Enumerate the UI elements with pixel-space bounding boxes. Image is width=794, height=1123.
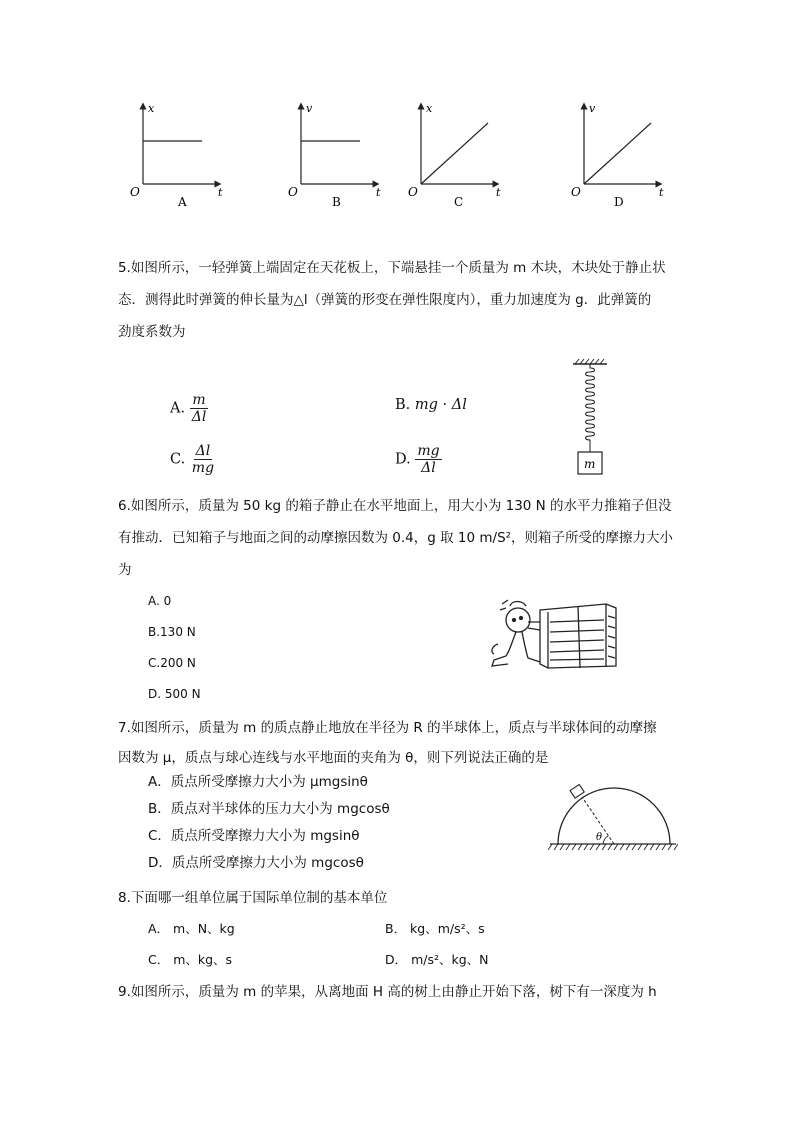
graph-c [408,102,501,209]
spring-block-label: m [584,457,596,471]
q5-option-d-denominator: Δl [421,460,436,476]
graph-a-x-label: t [218,186,223,199]
graph-b [288,102,381,209]
q6-stem-line-2: 有推动．已知箱子与地面之间的动摩擦因数为 0.4，g 取 10 m/S²，则箱子所受的摩擦力大小 [118,530,674,546]
q8-option-a: A． m、N、kg [148,921,235,936]
q5-option-a-label: A. [170,400,186,417]
q5-option-c-denominator: mg [191,460,215,476]
q6-option-d: D. 500 N [148,687,201,701]
q5-option-d [395,443,442,476]
q5-option-c [170,443,216,476]
graph-a [130,102,223,209]
graph-c-y-label: x [426,102,433,115]
graph-c-origin: O [408,185,418,199]
q5-option-d-numerator: mg [417,443,440,459]
q6-option-b: B.130 N [148,625,196,639]
hemisphere-diagram [548,780,678,852]
q5-option-a-fraction [190,392,209,425]
q6-option-c: C.200 N [148,656,196,670]
q7-stem-line-2: 因数为 μ，质点与球心连线与水平地面的夹角为 θ，则下列说法正确的是 [118,750,549,766]
q5-option-a [170,392,208,425]
hemisphere-angle-label: θ [596,832,603,843]
q5-stem-line-1: 5.如图所示，一轻弹簧上端固定在天花板上，下端悬挂一个质量为 m 木块，木块处于静止状 [118,260,666,276]
q8-stem: 8.下面哪一组单位属于国际单位制的基本单位 [118,890,388,906]
graph-d-x-label: t [659,186,664,199]
q6-stem-line-3: 为 [118,562,132,578]
graph-b-origin: O [288,185,298,199]
q5-option-a-numerator: m [192,392,206,408]
q8-option-d: D． m/s²、kg、N [385,952,489,967]
q5-stem-line-3: 劲度系数为 [118,324,186,340]
q5-option-b-label: B. [395,397,411,413]
graph-d [571,102,664,209]
graph-b-x-label: t [376,186,381,199]
q5-option-c-numerator: Δl [195,443,211,459]
q5-option-d-label: D. [395,451,411,468]
graph-a-y-label: x [148,102,155,115]
graph-a-caption: A [178,195,187,209]
q5-option-c-fraction [190,443,216,476]
q7-option-c: C．质点所受摩擦力大小为 mgsinθ [148,828,360,844]
person-figure [492,600,540,666]
q5-option-b [395,395,467,415]
graph-c-x-label: t [496,186,501,199]
pushing-box-illustration [488,596,628,672]
q5-option-c-label: C. [170,451,186,468]
q6-stem-line-1: 6.如图所示，质量为 50 kg 的箱子静止在水平地面上，用大小为 130 N 的水平力推箱子但没 [118,498,672,514]
q7-option-b: B．质点对半球体的压力大小为 mgcosθ [148,801,390,817]
q8-option-c: C． m、kg、s [148,952,233,967]
q7-option-d: D．质点所受摩擦力大小为 mgcosθ [148,855,364,871]
q8-option-b: B． kg、m/s²、s [385,921,485,936]
motion-graphs [110,96,690,216]
graph-d-origin: O [571,185,581,199]
spring-diagram [565,358,615,480]
q5-option-a-denominator: Δl [191,409,207,425]
graph-d-y-label: v [589,102,596,115]
graph-d-caption: D [614,195,624,209]
q5-stem-line-2: 态．测得此时弹簧的伸长量为△l（弹簧的形变在弹性限度内），重力加速度为 g．此弹簧的 [118,292,652,308]
q5-option-d-fraction [415,443,441,476]
q6-option-a: A. 0 [148,594,172,608]
graph-b-y-label: v [306,102,313,115]
wooden-box [540,604,616,668]
q7-stem-line-1: 7.如图所示，质量为 m 的质点静止地放在半径为 R 的半球体上，质点与半球体间的动摩擦 [118,720,657,736]
graph-a-origin: O [130,185,140,199]
graph-b-caption: B [332,195,341,209]
graph-c-caption: C [454,195,464,209]
q7-option-a: A．质点所受摩擦力大小为 μmgsinθ [148,774,368,790]
q9-stem-line-1: 9.如图所示，质量为 m 的苹果，从离地面 H 高的树上由静止开始下落，树下有一深度为 h [118,984,657,1000]
q5-option-b-expression: mg · Δl [414,397,467,413]
